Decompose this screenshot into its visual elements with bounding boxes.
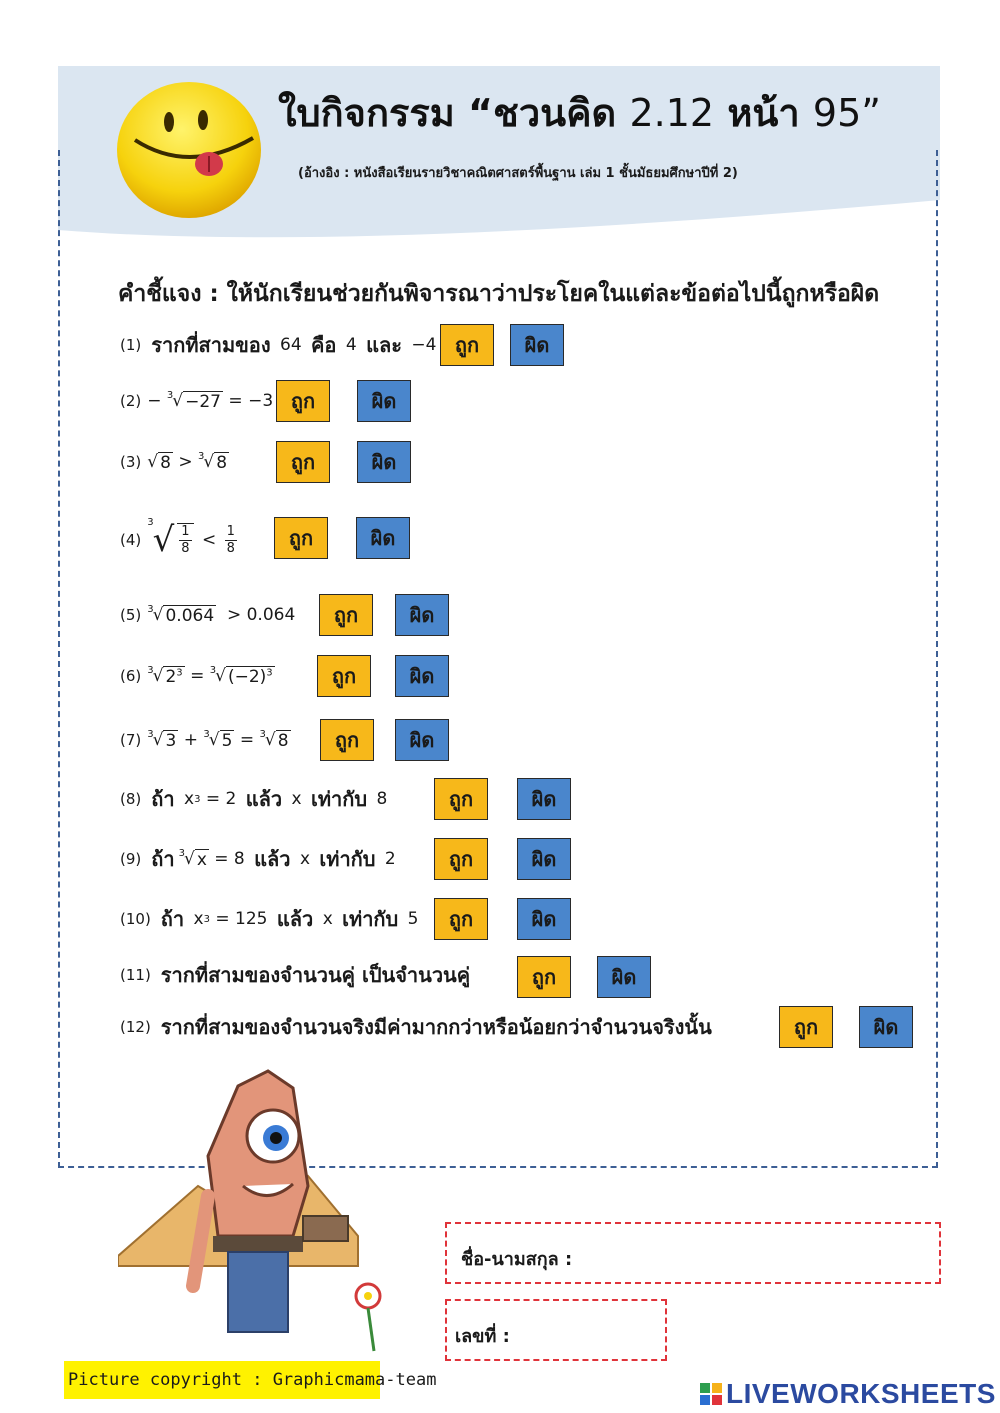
q3-false-button[interactable]: ผิด bbox=[357, 441, 411, 483]
name-label: ชื่อ-นามสกุล : bbox=[461, 1249, 573, 1270]
student-number-field[interactable] bbox=[445, 1299, 667, 1361]
q7-true-button[interactable]: ถูก bbox=[320, 719, 374, 761]
q2-true-button[interactable]: ถูก bbox=[276, 380, 330, 422]
question-3: (3) √ 8 > 3 √ 8 bbox=[120, 450, 228, 473]
brand-text: LIVEWORKSHEETS bbox=[726, 1378, 996, 1409]
cyclops-illustration bbox=[118, 1066, 438, 1356]
smiley-icon bbox=[115, 80, 263, 220]
question-1: (1) รากที่สามของ 64 คือ 4 และ −4 bbox=[120, 333, 437, 357]
q8-false-button[interactable]: ผิด bbox=[517, 778, 571, 820]
q1-false-button[interactable]: ผิด bbox=[510, 324, 564, 366]
question-2: (2) − 3 √ −27 = −3 bbox=[120, 389, 274, 412]
name-field[interactable] bbox=[445, 1222, 941, 1284]
q8-true-button[interactable]: ถูก bbox=[434, 778, 488, 820]
q6-false-button[interactable]: ผิด bbox=[395, 655, 449, 697]
q2-false-button[interactable]: ผิด bbox=[357, 380, 411, 422]
question-6: (6) 3 √ $2^3$ = 3 √ $(-2)^3$ bbox=[120, 664, 273, 687]
question-11: (11) รากที่สามของจำนวนคู่ เป็นจำนวนคู่ bbox=[120, 963, 471, 987]
liveworksheets-brand[interactable] bbox=[700, 1378, 996, 1410]
question-10: (10) ถ้า x 3 = 125 แล้ว x เท่ากับ 5 bbox=[120, 907, 419, 931]
q11-false-button[interactable]: ผิด bbox=[597, 956, 651, 998]
q5-false-button[interactable]: ผิด bbox=[395, 594, 449, 636]
question-7: (7) 3 √ 3 + 3 √ 5 = 3 √ 8 bbox=[120, 728, 289, 751]
q12-true-button[interactable]: ถูก bbox=[779, 1006, 833, 1048]
q1-true-button[interactable]: ถูก bbox=[440, 324, 494, 366]
page-title: ใบกิจกรรม “ชวนคิด 2.12 หน้า 95” bbox=[278, 91, 881, 135]
question-9: (9) ถ้า 3 √ x = 8 แล้ว x เท่ากับ 2 bbox=[120, 847, 396, 871]
q11-true-button[interactable]: ถูก bbox=[517, 956, 571, 998]
q5-true-button[interactable]: ถูก bbox=[319, 594, 373, 636]
q12-false-button[interactable]: ผิด bbox=[859, 1006, 913, 1048]
q4-false-button[interactable]: ผิด bbox=[356, 517, 410, 559]
q7-false-button[interactable]: ผิด bbox=[395, 719, 449, 761]
reference-note: (อ้างอิง : หนังสือเรียนรายวิชาคณิตศาสตร์พื้นฐาน เล่ม 1 ชั้นมัธยมศึกษาปีที่ 2) bbox=[298, 166, 738, 181]
q6-true-button[interactable]: ถูก bbox=[317, 655, 371, 697]
picture-copyright: Picture copyright : Graphicmama-team bbox=[64, 1361, 380, 1399]
question-5: (5) 3 √ 0.064 > 0.064 bbox=[120, 603, 296, 626]
number-label: เลขที่ : bbox=[455, 1326, 510, 1347]
q10-false-button[interactable]: ผิด bbox=[517, 898, 571, 940]
liveworksheets-logo-icon bbox=[700, 1383, 722, 1405]
q3-true-button[interactable]: ถูก bbox=[276, 441, 330, 483]
question-4: (4) 3 √ $\frac{1}{8}$ < $\frac{1}{8}$ bbox=[120, 516, 235, 560]
instructions: คำชี้แจง : ให้นักเรียนช่วยกันพิจารณาว่าประโยคในแต่ละข้อต่อไปนี้ถูกหรือผิด bbox=[118, 281, 880, 307]
q9-false-button[interactable]: ผิด bbox=[517, 838, 571, 880]
q4-true-button[interactable]: ถูก bbox=[274, 517, 328, 559]
question-12: (12) รากที่สามของจำนวนจริงมีค่ามากกว่าหรือน้อยกว่าจำนวนจริงนั้น bbox=[120, 1015, 712, 1039]
q9-true-button[interactable]: ถูก bbox=[434, 838, 488, 880]
q10-true-button[interactable]: ถูก bbox=[434, 898, 488, 940]
question-8: (8) ถ้า x 3 = 2 แล้ว x เท่ากับ 8 bbox=[120, 787, 388, 811]
